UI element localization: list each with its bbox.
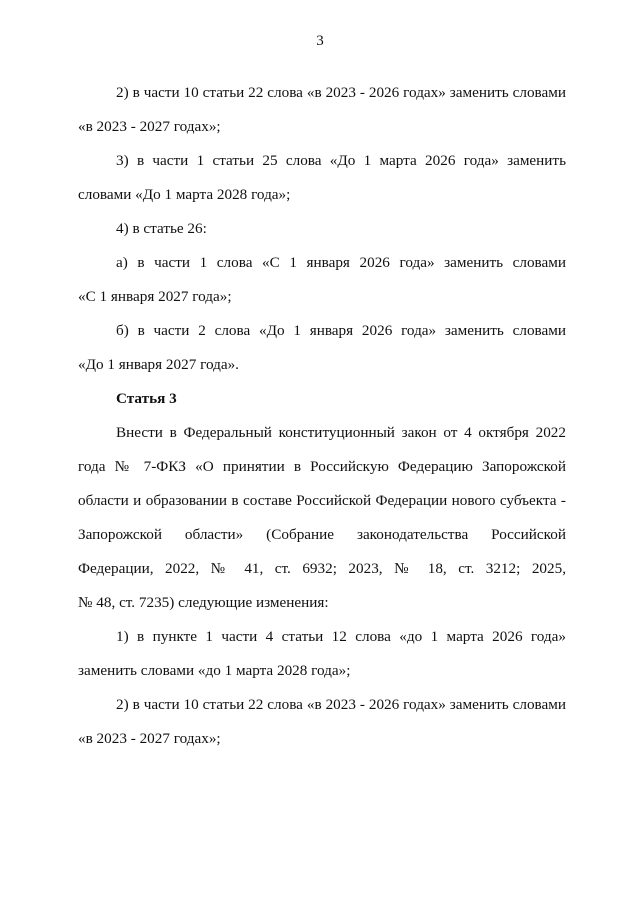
paragraph [78, 620, 566, 688]
document-body [78, 76, 566, 756]
text-line: словами «До 1 марта 2028 года»; [78, 186, 291, 203]
text-line: года № 7-ФКЗ «О принятии в Российскую Федерацию Запорожской [78, 458, 566, 475]
text-line: области и образовании в составе Российской Федерации нового субъекта - [78, 492, 566, 509]
paragraph [78, 144, 566, 212]
text-line: 2) в части 10 статьи 22 слова «в 2023 - 2026 годах» заменить словами [116, 84, 566, 101]
text-line: Запорожской области» (Собрание законодательства Российской [78, 526, 566, 543]
page-number: 3 [316, 33, 324, 49]
text-line: «С 1 января 2027 года»; [78, 288, 232, 305]
text-line: «в 2023 - 2027 годах»; [78, 118, 221, 135]
paragraph [78, 212, 566, 246]
paragraph [78, 246, 566, 314]
text-line: № 48, ст. 7235) следующие изменения: [78, 594, 329, 611]
text-line: «в 2023 - 2027 годах»; [78, 730, 221, 747]
text-line: а) в части 1 слова «С 1 января 2026 года» заменить словами [116, 254, 566, 271]
text-line: 4) в статье 26: [116, 220, 207, 237]
paragraph [78, 688, 566, 756]
paragraph [78, 416, 566, 620]
paragraph [78, 314, 566, 382]
article-heading: Статья 3 [116, 390, 177, 407]
text-line: б) в части 2 слова «До 1 января 2026 года» заменить словами [116, 322, 566, 339]
text-line: Внести в Федеральный конституционный закон от 4 октября 2022 [116, 424, 566, 441]
text-line: 3) в части 1 статьи 25 слова «До 1 марта 2026 года» заменить [116, 152, 566, 169]
text-line: 1) в пункте 1 части 4 статьи 12 слова «до 1 марта 2026 года» [116, 628, 566, 645]
text-line: заменить словами «до 1 марта 2028 года»; [78, 662, 351, 679]
text-line: «До 1 января 2027 года». [78, 356, 239, 373]
text-line: Федерации, 2022, № 41, ст. 6932; 2023, № 18, ст. 3212; 2025, [78, 560, 566, 577]
text-line: 2) в части 10 статьи 22 слова «в 2023 - 2026 годах» заменить словами [116, 696, 566, 713]
paragraph [78, 76, 566, 144]
